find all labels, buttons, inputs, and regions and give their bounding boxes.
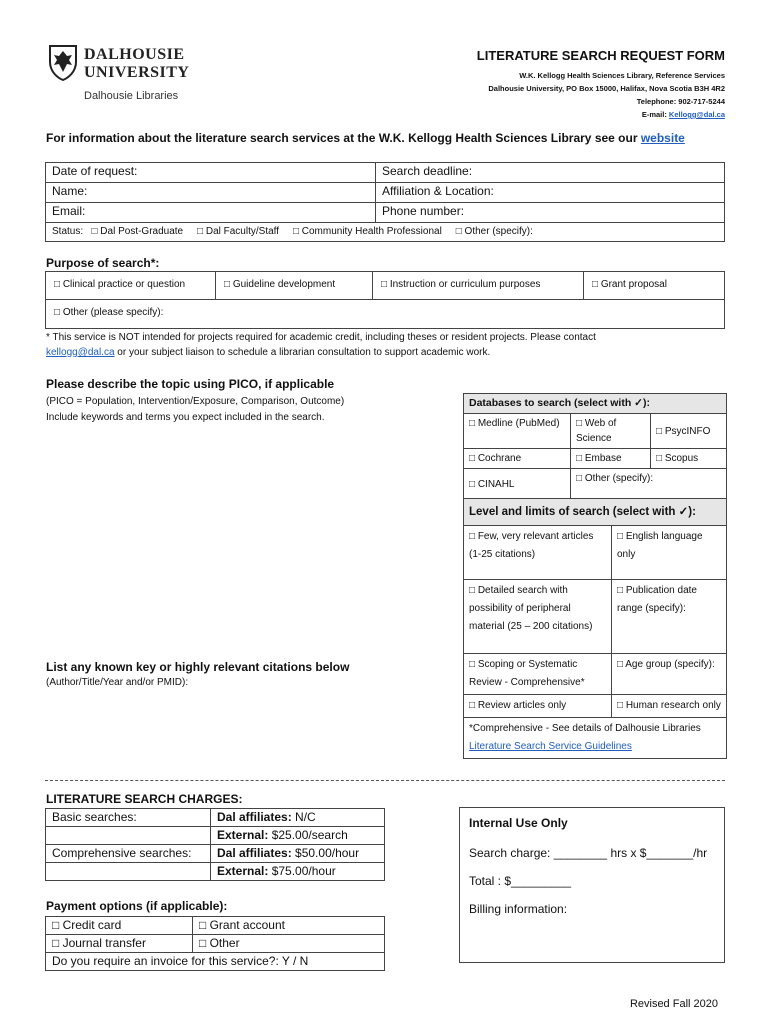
basic-dal-value: N/C: [291, 810, 316, 824]
db-scopus-checkbox[interactable]: □ Scopus: [651, 449, 727, 469]
databases-title: Databases to search (select with ✓):: [464, 394, 727, 414]
internal-title: Internal Use Only: [469, 816, 568, 830]
library-email-line: [477, 108, 725, 121]
search-deadline-field[interactable]: Search deadline:: [376, 163, 725, 183]
logo-line-2: UNIVERSITY: [84, 64, 190, 81]
db-other-checkbox[interactable]: □ Other (specify):: [571, 469, 727, 501]
payment-title: Payment options (if applicable):: [46, 899, 228, 913]
empty-cell: [46, 827, 211, 845]
email-field[interactable]: Email:: [46, 203, 376, 223]
dal-affiliates-label: Dal affiliates:: [217, 846, 292, 860]
note-text-1: * This service is NOT intended for projects required for academic credit, including theses or resident projects. Please contact: [46, 332, 596, 343]
name-field[interactable]: Name:: [46, 183, 376, 203]
db-medline-checkbox[interactable]: □ Medline (PubMed): [464, 414, 571, 449]
credit-note: [46, 330, 716, 360]
payment-table: [45, 916, 385, 971]
section-divider: [45, 780, 725, 781]
comp-ext-value: $75.00/hour: [268, 864, 336, 878]
basic-searches-label: Basic searches:: [46, 809, 211, 827]
invoice-question[interactable]: Do you require an invoice for this service?: Y / N: [46, 953, 385, 971]
db-psycinfo-checkbox[interactable]: □ PsycINFO: [651, 414, 727, 449]
level-title: Level and limits of search (select with ✓):: [464, 499, 727, 526]
level-footnote-text: *Comprehensive - See details of Dalhousie Libraries: [469, 723, 701, 734]
status-other-checkbox[interactable]: □ Other (specify):: [455, 226, 533, 237]
db-cochrane-checkbox[interactable]: □ Cochrane: [464, 449, 571, 469]
university-crest-icon: [48, 44, 78, 82]
db-embase-checkbox[interactable]: □ Embase: [571, 449, 651, 469]
affiliation-field[interactable]: Affiliation & Location:: [376, 183, 725, 203]
db-cinahl-checkbox[interactable]: □ CINAHL: [464, 469, 571, 501]
db-wos-checkbox[interactable]: □ Web of Science: [571, 414, 651, 449]
databases-table: [463, 393, 727, 501]
empty-cell: [46, 863, 211, 881]
email-link[interactable]: Kellogg@dal.ca: [668, 110, 725, 119]
pay-journal-checkbox[interactable]: □ Journal transfer: [46, 935, 193, 953]
level-review-checkbox[interactable]: □ Review articles only: [464, 695, 612, 718]
requester-info-table: [45, 162, 725, 242]
comp-ext-price: [211, 863, 385, 881]
comprehensive-searches-label: Comprehensive searches:: [46, 845, 211, 863]
total-line: Total : $_________: [469, 874, 572, 888]
basic-ext-value: $25.00/search: [268, 828, 348, 842]
purpose-guideline-checkbox[interactable]: □ Guideline development: [216, 272, 373, 300]
pico-description: [46, 394, 346, 426]
comp-dal-value: $50.00/hour: [291, 846, 360, 860]
guidelines-link[interactable]: Literature Search Service Guidelines: [469, 741, 632, 752]
internal-use-box: [459, 807, 725, 963]
citations-hint: (Author/Title/Year and/or PMID):: [46, 677, 189, 688]
status-label: Status:: [52, 226, 84, 237]
library-name: W.K. Kellogg Health Sciences Library, Reference Services: [519, 71, 725, 80]
citations-title: List any known key or highly relevant citations below: [46, 660, 350, 674]
level-detailed-checkbox[interactable]: □ Detailed search with possibility of peripheral material (25 – 200 citations): [464, 580, 612, 654]
purpose-table: [45, 271, 725, 300]
charges-title: LITERATURE SEARCH CHARGES:: [46, 792, 243, 806]
purpose-other-checkbox[interactable]: □ Other (please specify):: [45, 299, 725, 329]
level-pubdate-checkbox[interactable]: □ Publication date range (specify):: [612, 580, 727, 654]
search-level-table: [463, 498, 727, 759]
header-contact-block: [477, 48, 725, 121]
phone-field[interactable]: Phone number:: [376, 203, 725, 223]
purpose-title: Purpose of search*:: [46, 256, 160, 270]
email-label: E-mail:: [641, 110, 669, 119]
intro-sentence: For information about the literature search services at the W.K. Kellogg Health Sciences Library see our: [46, 131, 641, 145]
website-link[interactable]: website: [640, 131, 685, 145]
level-scoping-checkbox[interactable]: □ Scoping or Systematic Review - Comprehensive*: [464, 654, 612, 695]
purpose-clinical-checkbox[interactable]: □ Clinical practice or question: [46, 272, 216, 300]
pico-keywords-hint: Include keywords and terms you expect included in the search.: [46, 412, 325, 423]
basic-ext-price: [211, 827, 385, 845]
dal-affiliates-label: Dal affiliates:: [217, 810, 292, 824]
pico-definition: (PICO = Population, Intervention/Exposure, Comparison, Outcome): [46, 396, 345, 407]
date-of-request-field[interactable]: Date of request:: [46, 163, 376, 183]
charges-table: [45, 808, 385, 881]
library-telephone: Telephone: 902-717-5244: [636, 97, 725, 106]
comp-dal-price: [211, 845, 385, 863]
logo-line-1: DALHOUSIE: [84, 46, 185, 63]
level-footnote: [464, 718, 727, 759]
purpose-instruction-checkbox[interactable]: □ Instruction or curriculum purposes: [373, 272, 584, 300]
revised-date: Revised Fall 2020: [629, 998, 718, 1010]
pico-title: Please describe the topic using PICO, if applicable: [46, 377, 335, 391]
intro-text: [46, 131, 685, 145]
status-row: [46, 223, 725, 242]
level-few-checkbox[interactable]: □ Few, very relevant articles (1-25 citations): [464, 526, 612, 580]
basic-dal-price: [211, 809, 385, 827]
level-human-checkbox[interactable]: □ Human research only: [612, 695, 727, 718]
libraries-label: Dalhousie Libraries: [84, 90, 179, 102]
status-faculty-checkbox[interactable]: □ Dal Faculty/Staff: [197, 226, 280, 237]
external-label: External:: [217, 864, 269, 878]
pay-other-checkbox[interactable]: □ Other: [193, 935, 385, 953]
level-agegroup-checkbox[interactable]: □ Age group (specify):: [612, 654, 727, 695]
billing-info-line: Billing information:: [469, 902, 568, 916]
status-community-checkbox[interactable]: □ Community Health Professional: [292, 226, 442, 237]
external-label: External:: [217, 828, 269, 842]
note-text-2: or your subject liaison to schedule a librarian consultation to support academic work.: [114, 347, 491, 358]
library-address: Dalhousie University, PO Box 15000, Halifax, Nova Scotia B3H 4R2: [488, 84, 725, 93]
pay-credit-checkbox[interactable]: □ Credit card: [46, 917, 193, 935]
purpose-grant-checkbox[interactable]: □ Grant proposal: [584, 272, 725, 300]
search-charge-line: Search charge: ________ hrs x $_______/hr: [469, 846, 708, 860]
pay-grant-checkbox[interactable]: □ Grant account: [193, 917, 385, 935]
kellogg-email-link[interactable]: kellogg@dal.ca: [46, 347, 115, 358]
status-postgrad-checkbox[interactable]: □ Dal Post-Graduate: [91, 226, 184, 237]
form-title: LITERATURE SEARCH REQUEST FORM: [476, 48, 725, 63]
level-english-checkbox[interactable]: □ English language only: [612, 526, 727, 580]
